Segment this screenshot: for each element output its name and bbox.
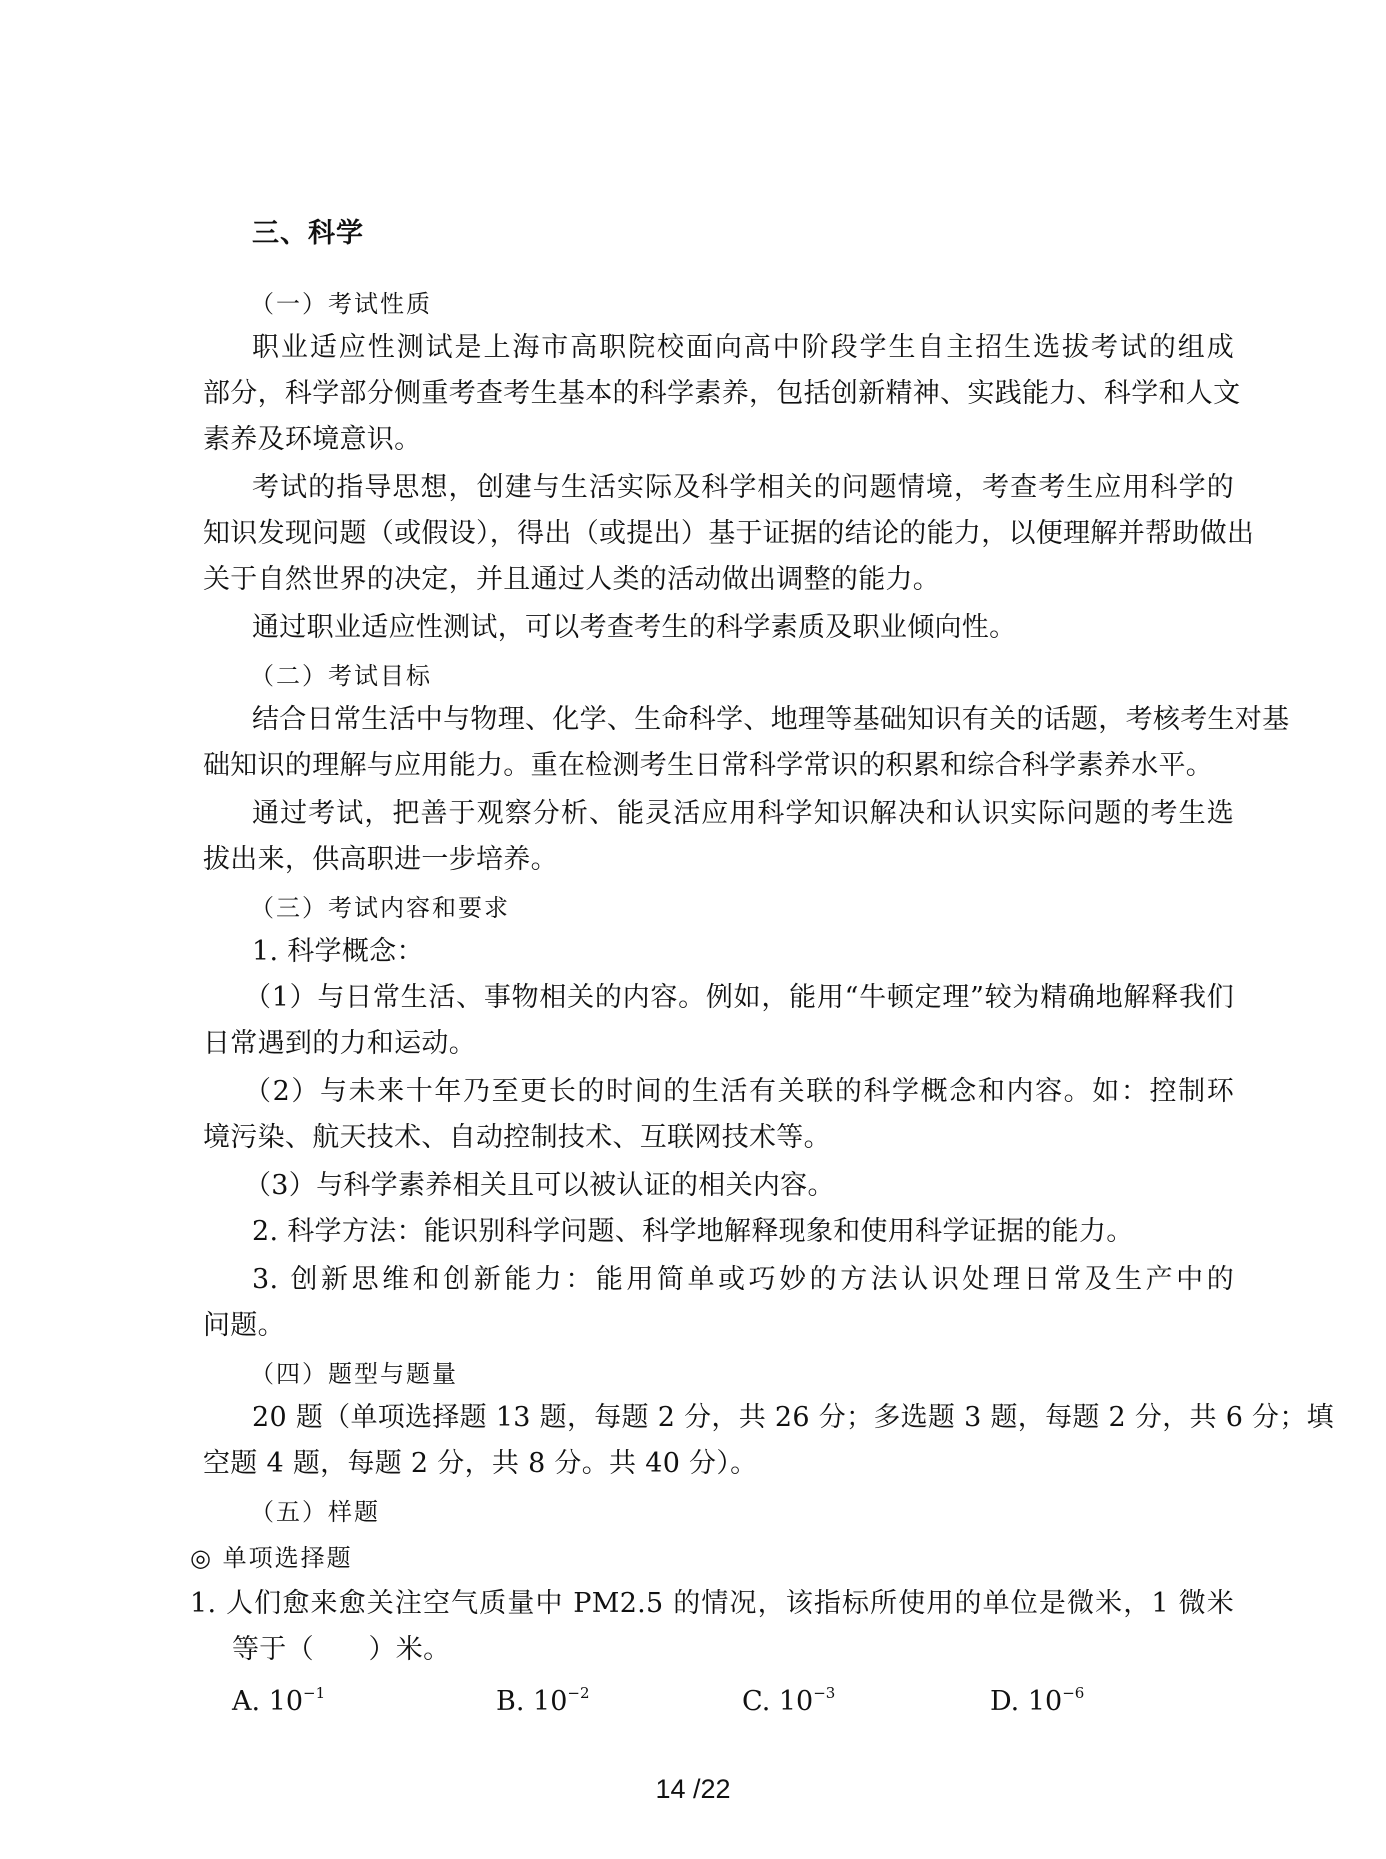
sub3-item1-1-line2: 日常遇到的力和运动。 xyxy=(203,1028,476,1059)
sub3-item1-3: （3）与科学素养相关且可以被认证的相关内容。 xyxy=(244,1170,835,1201)
sub1-p1-line3: 素养及环境意识。 xyxy=(203,424,422,455)
sub1-p2-line1: 考试的指导思想，创建与生活实际及科学相关的问题情境，考查考生应用科学的 xyxy=(252,472,1234,503)
sub1-p3: 通过职业适应性测试，可以考查考生的科学素质及职业倾向性。 xyxy=(252,612,1017,643)
sub3-item1-1-line1: （1）与日常生活、事物相关的内容。例如，能用“牛顿定理”较为精确地解释我们 xyxy=(244,982,1234,1013)
q1-option-a: A. $10^{-1}$ xyxy=(232,1684,326,1717)
question-type-heading: ◎ 单项选择题 xyxy=(190,1544,353,1572)
sub4-p1-line2: 空题 4 题，每题 2 分，共 8 分。共 40 分）。 xyxy=(203,1448,758,1479)
sub3-item2: 2. 科学方法：能识别科学问题、科学地解释现象和使用科学证据的能力。 xyxy=(252,1216,1134,1247)
sub3-heading: （三）考试内容和要求 xyxy=(250,894,510,922)
sub4-p1-line1: 20 题（单项选择题 13 题，每题 2 分，共 26 分；多选题 3 题，每题 2 分，共 6 分；填 xyxy=(252,1402,1334,1433)
q1-option-b: B. $10^{-2}$ xyxy=(496,1684,590,1717)
sub4-heading: （四）题型与题量 xyxy=(250,1360,458,1388)
q1-option-c: C. $10^{-3}$ xyxy=(742,1684,836,1717)
sub3-item3-line2: 问题。 xyxy=(203,1310,285,1341)
sub2-p2-line2: 拔出来，供高职进一步培养。 xyxy=(203,844,558,875)
q1-stem-line2: 等于（ ）米。 xyxy=(232,1634,451,1665)
section-title: 三、科学 xyxy=(252,218,364,249)
q1-stem-line1: 1. 人们愈来愈关注空气质量中 PM2.5 的情况，该指标所使用的单位是微米，1 微米 xyxy=(190,1588,1234,1619)
sub1-p2-line2: 知识发现问题（或假设），得出（或提出）基于证据的结论的能力，以便理解并帮助做出 xyxy=(203,518,1255,549)
sub3-item1-2-line2: 境污染、航天技术、自动控制技术、互联网技术等。 xyxy=(203,1122,831,1153)
sub1-heading: （一）考试性质 xyxy=(250,290,432,318)
q1-option-d: D. $10^{-6}$ xyxy=(990,1684,1085,1717)
sub1-p1-line1: 职业适应性测试是上海市高职院校面向高中阶段学生自主招生选拔考试的组成 xyxy=(252,332,1234,363)
sub2-heading: （二）考试目标 xyxy=(250,662,432,690)
sub3-item1: 1. 科学概念： xyxy=(252,936,424,967)
page-number: 14 /22 xyxy=(655,1774,731,1804)
sub2-p1-line1: 结合日常生活中与物理、化学、生命科学、地理等基础知识有关的话题，考核考生对基 xyxy=(252,704,1290,735)
sub2-p2-line1: 通过考试，把善于观察分析、能灵活应用科学知识解决和认识实际问题的考生选 xyxy=(252,798,1234,829)
sub3-item1-2-line1: （2）与未来十年乃至更长的时间的生活有关联的科学概念和内容。如：控制环 xyxy=(244,1076,1234,1107)
sub5-heading: （五）样题 xyxy=(250,1498,380,1526)
sub1-p1-line2: 部分，科学部分侧重考查考生基本的科学素养，包括创新精神、实践能力、科学和人文 xyxy=(203,378,1241,409)
sub2-p1-line2: 础知识的理解与应用能力。重在检测考生日常科学常识的积累和综合科学素养水平。 xyxy=(203,750,1214,781)
sub3-item3-line1: 3. 创新思维和创新能力：能用简单或巧妙的方法认识处理日常及生产中的 xyxy=(252,1264,1234,1295)
sub1-p2-line3: 关于自然世界的决定，并且通过人类的活动做出调整的能力。 xyxy=(203,564,941,595)
